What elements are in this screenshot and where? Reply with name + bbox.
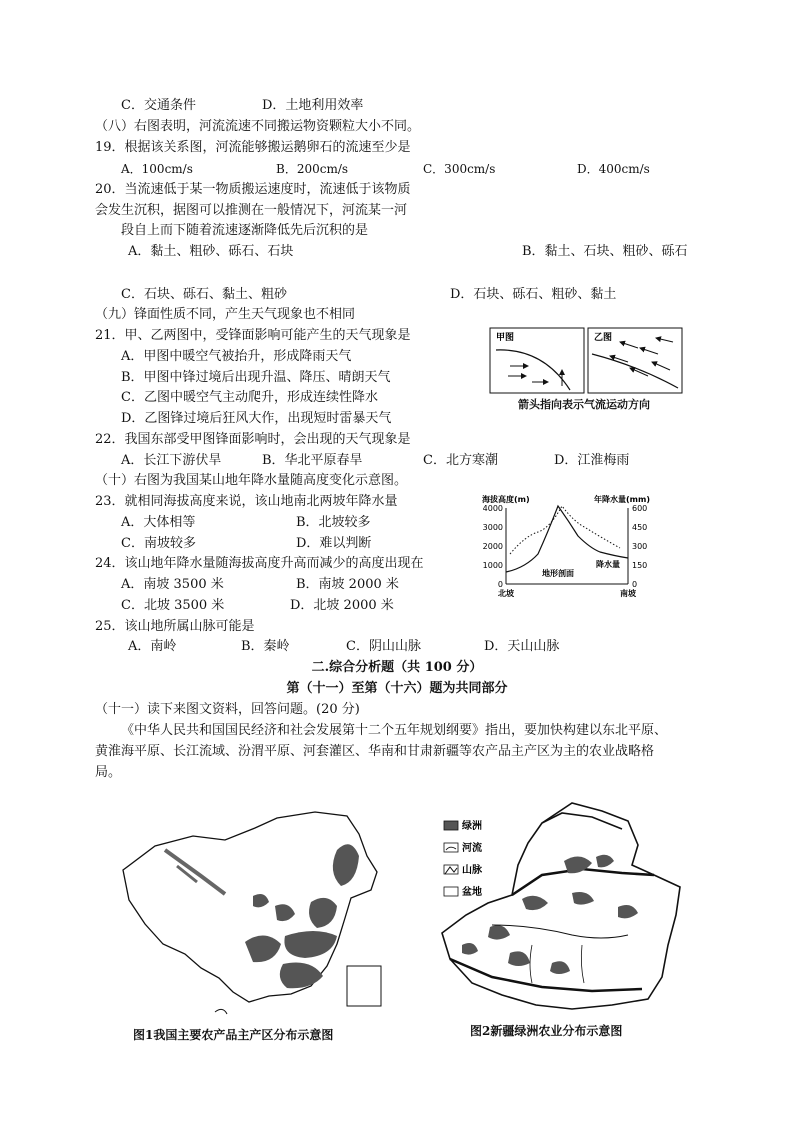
q22-option-c: C．北方寒潮 <box>423 453 498 468</box>
part-2-title: 二.综合分析题（共 100 分） <box>311 660 483 675</box>
q20-stem-line1: 20．当流速低于某一物质搬运速度时，流速低于该物质 <box>95 182 411 197</box>
legend-oasis-swatch <box>444 821 458 830</box>
south-china-sea-inset <box>347 966 381 1006</box>
legend-basin-label: 盆地 <box>462 887 482 898</box>
q19-option-d: D．400cm/s <box>577 162 650 176</box>
q23-stem: 23．就相同海拔高度来说，该山地南北两坡年降水量 <box>95 494 398 509</box>
q19-option-b: B．200cm/s <box>276 162 349 176</box>
section-11-paragraph-line3: 局。 <box>95 765 122 780</box>
q22-option-d: D．江淮梅雨 <box>554 453 630 468</box>
part-2-subtitle: 第（十一）至第（十六）题为共同部分 <box>286 681 508 696</box>
precipitation-elevation-chart <box>470 492 665 600</box>
right-tick: 450 <box>632 523 648 532</box>
q25-option-d: D．天山山脉 <box>484 639 560 654</box>
left-tick: 3000 <box>482 523 503 532</box>
q25-option-c: C．阴山山脉 <box>346 639 421 654</box>
xinjiang-oasis-map <box>432 795 702 1020</box>
q20-option-b: B．黏土、石块、粗砂、砾石 <box>522 244 688 259</box>
section-10-intro: （十）右图为我国某山地年降水量随高度变化示意图。 <box>95 473 408 488</box>
q22-stem: 22．我国东部受甲图锋面影响时，会出现的天气现象是 <box>95 432 411 447</box>
q23-option-d: D．难以判断 <box>296 536 372 551</box>
q24-option-b: B．南坡 2000 米 <box>296 577 399 592</box>
china-outline <box>123 812 377 1002</box>
q25-stem: 25．该山地所属山脉可能是 <box>95 619 255 634</box>
q19-option-a: A．100cm/s <box>121 162 193 176</box>
q24-option-a: A．南坡 3500 米 <box>121 577 224 592</box>
map-1-caption: 图1我国主要农产品主产区分布示意图 <box>133 1028 334 1042</box>
q21-stem: 21．甲、乙两图中，受锋面影响可能产生的天气现象是 <box>95 328 411 343</box>
right-tick: 0 <box>632 580 638 589</box>
legend-oasis-label: 绿洲 <box>462 821 482 832</box>
front-diagram <box>488 326 688 396</box>
q20-option-a: A．黏土、粗砂、砾石、石块 <box>128 244 294 259</box>
front-diagram-caption: 箭头指向表示气流运动方向 <box>518 398 650 411</box>
left-tick: 1000 <box>482 561 503 570</box>
q25-option-b: B．秦岭 <box>241 639 290 654</box>
q23-option-b: B．北坡较多 <box>296 515 371 530</box>
section-11-paragraph-line1: 《中华人民共和国国民经济和社会发展第十二个五年规划纲要》指出，要加快构建以东北平原、 <box>121 723 668 738</box>
q24-option-d: D．北坡 2000 米 <box>290 598 394 613</box>
q19-stem: 19．根据该关系图，河流能够搬运鹅卵石的流速至少是 <box>95 140 411 155</box>
xinjiang-outline <box>442 803 680 1009</box>
left-tick: 2000 <box>482 542 503 551</box>
legend-river-label: 河流 <box>462 843 482 854</box>
map-2-caption: 图2新疆绿洲农业分布示意图 <box>470 1024 623 1038</box>
left-axis-title: 海拔高度(m) <box>482 495 530 504</box>
hainan-island <box>215 1009 227 1014</box>
section-8-intro: （八）右图表明，河流流速不同搬运物资颗粒大小不同。 <box>95 119 421 134</box>
legend-basin-swatch <box>444 887 458 896</box>
section-11-paragraph-line2: 黄淮海平原、长江流域、汾渭平原、河套灌区、华南和甘肃新疆等农产品主产区为主的农业战略格 <box>95 744 655 759</box>
q19-option-c: C．300cm/s <box>423 162 496 176</box>
north-slope-label: 北坡 <box>498 589 514 598</box>
q20-stem-line2: 会发生沉积，据图可以推测在一般情况下，河流某一河 <box>95 203 408 218</box>
q22-option-b: B．华北平原春旱 <box>262 453 363 468</box>
q21-option-c: C．乙图中暖空气主动爬升，形成连续性降水 <box>121 390 378 405</box>
right-tick: 150 <box>632 561 648 570</box>
q23-option-a: A．大体相等 <box>121 515 196 530</box>
q20-option-c: C．石块、砾石、黏土、粗砂 <box>121 287 287 302</box>
precipitation-line <box>510 506 620 554</box>
south-slope-label: 南坡 <box>620 589 636 598</box>
front-jia-label: 甲图 <box>496 333 515 343</box>
left-tick: 0 <box>497 580 503 589</box>
right-tick: 300 <box>632 542 648 551</box>
q21-option-b: B．甲图中锋过境后出现升温、降压、晴朗天气 <box>121 370 391 385</box>
q25-option-a: A．南岭 <box>128 639 177 654</box>
q22-option-a: A．长江下游伏旱 <box>121 453 222 468</box>
q21-option-d: D．乙图锋过境后狂风大作，出现短时雷暴天气 <box>121 411 392 426</box>
q21-option-a: A．甲图中暖空气被抬升，形成降雨天气 <box>121 349 352 364</box>
section-11-intro: （十一）读下来图文资料，回答问题。(20 分) <box>95 702 360 717</box>
right-tick: 600 <box>632 504 648 513</box>
q24-stem: 24．该山地年降水量随海拔高度升高而减少的高度出现在 <box>95 556 424 571</box>
q20-stem-line3: 段自上而下随着流速逐渐降低先后沉积的是 <box>121 223 369 238</box>
q24-option-c: C．北坡 3500 米 <box>121 598 225 613</box>
china-agri-map <box>115 806 395 1021</box>
right-axis-title: 年降水量(mm) <box>594 495 650 504</box>
q18-option-d: D．土地利用效率 <box>262 98 364 113</box>
terrain-label: 地形剖面 <box>542 569 574 578</box>
left-tick: 4000 <box>482 504 503 513</box>
section-9-intro: （九）锋面性质不同，产生天气现象也不相同 <box>95 307 356 322</box>
q18-option-c: C．交通条件 <box>121 98 196 113</box>
front-yi-label: 乙图 <box>594 333 613 343</box>
precipitation-label: 降水量 <box>596 560 620 569</box>
legend-mountain-label: 山脉 <box>462 865 482 876</box>
q23-option-c: C．南坡较多 <box>121 536 196 551</box>
q20-option-d: D．石块、砾石、粗砂、黏土 <box>450 287 617 302</box>
